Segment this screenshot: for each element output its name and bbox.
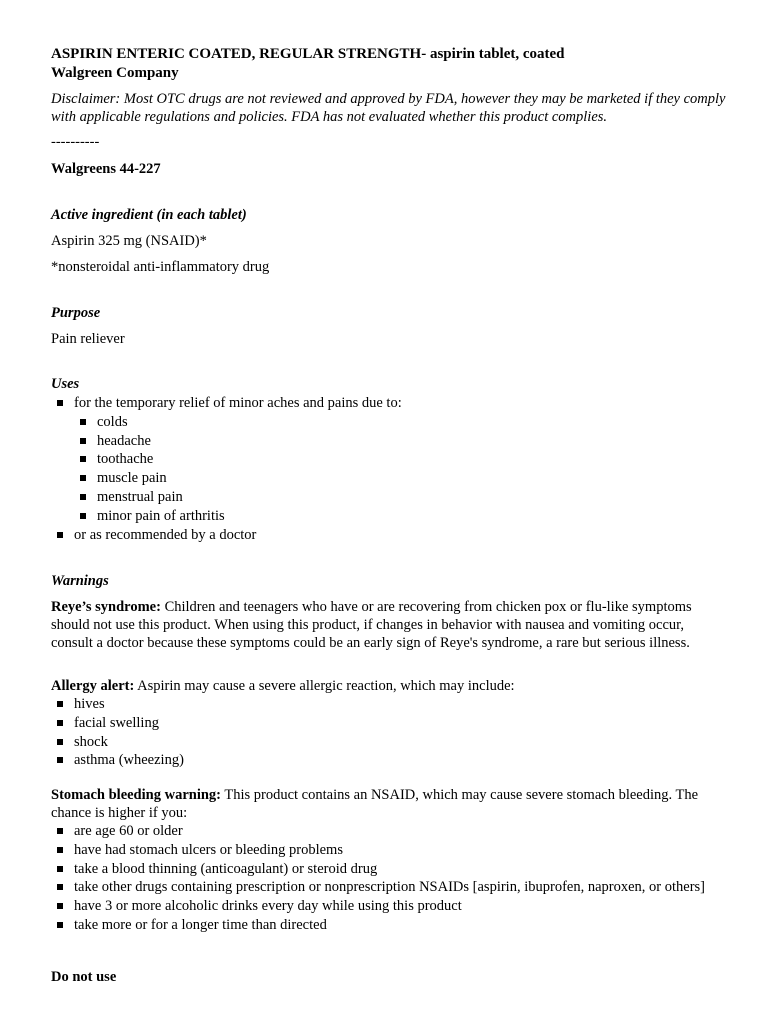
- list-item: have had stomach ulcers or bleeding problems: [51, 841, 721, 860]
- list-item: headache: [74, 432, 744, 451]
- warnings-heading: Warnings: [51, 573, 109, 589]
- stomach-text: This product contains an NSAID, which may cause severe stomach bleeding. The chance is higher if you:: [51, 787, 699, 821]
- list-item-text: for the temporary relief of minor aches and pains due to:: [74, 395, 402, 411]
- list-item: toothache: [74, 450, 744, 469]
- do-not-use-heading: Do not use: [51, 969, 117, 985]
- list-item: or as recommended by a doctor: [51, 526, 721, 545]
- uses-sublist: [74, 413, 744, 526]
- disclaimer-text: Disclaimer: Most OTC drugs are not reviewed and approved by FDA, however they may be marketed if they comply with applicable regulations and policies. FDA has not evaluated whether this product complies.: [51, 91, 726, 125]
- separator-dashes: ----------: [51, 134, 100, 150]
- list-item: take other drugs containing prescription or nonprescription NSAIDs [aspirin, ibuprofen, naproxen, or others]: [51, 878, 721, 897]
- list-item: colds: [74, 413, 744, 432]
- document-title: ASPIRIN ENTERIC COATED, REGULAR STRENGTH- aspirin tablet, coated: [51, 46, 565, 62]
- company-name: Walgreen Company: [51, 65, 179, 81]
- active-ingredient-footnote: *nonsteroidal anti-inflammatory drug: [51, 259, 270, 275]
- allergy-text: Aspirin may cause a severe allergic reaction, which may include:: [134, 678, 515, 694]
- uses-list: [51, 394, 721, 544]
- reyes-lead: Reye’s syndrome:: [51, 599, 161, 615]
- allergy-lead: Allergy alert:: [51, 678, 135, 694]
- reyes-text: Children and teenagers who have or are recovering from chicken pox or flu-like symptoms should not use this product. When using this product, if changes in behavior with nausea and vomiting occur, consult a doctor because these symptoms could be an early sign of Reye's syndrome, a rare but serious illness.: [51, 599, 692, 651]
- list-item: have 3 or more alcoholic drinks every day while using this product: [51, 897, 721, 916]
- list-item: hives: [51, 695, 721, 714]
- list-item: take more or for a longer time than directed: [51, 916, 721, 935]
- list-item: [51, 394, 721, 526]
- list-item: muscle pain: [74, 469, 744, 488]
- active-ingredient-heading: Active ingredient (in each tablet): [51, 207, 247, 223]
- list-item: menstrual pain: [74, 488, 744, 507]
- list-item: facial swelling: [51, 714, 721, 733]
- list-item: asthma (wheezing): [51, 751, 721, 770]
- allergy-list: [51, 695, 721, 770]
- stomach-list: [51, 822, 721, 935]
- product-id: Walgreens 44-227: [51, 161, 161, 177]
- list-item: shock: [51, 733, 721, 752]
- stomach-lead: Stomach bleeding warning:: [51, 787, 221, 803]
- active-ingredient-line: Aspirin 325 mg (NSAID)*: [51, 233, 207, 249]
- list-item: minor pain of arthritis: [74, 507, 744, 526]
- purpose-text: Pain reliever: [51, 331, 125, 347]
- purpose-heading: Purpose: [51, 305, 101, 321]
- allergy-alert-paragraph: [51, 677, 721, 695]
- uses-heading: Uses: [51, 376, 80, 392]
- list-item: take a blood thinning (anticoagulant) or steroid drug: [51, 860, 721, 879]
- list-item: are age 60 or older: [51, 822, 721, 841]
- reyes-syndrome-paragraph: [51, 598, 721, 652]
- stomach-bleeding-paragraph: [51, 786, 721, 822]
